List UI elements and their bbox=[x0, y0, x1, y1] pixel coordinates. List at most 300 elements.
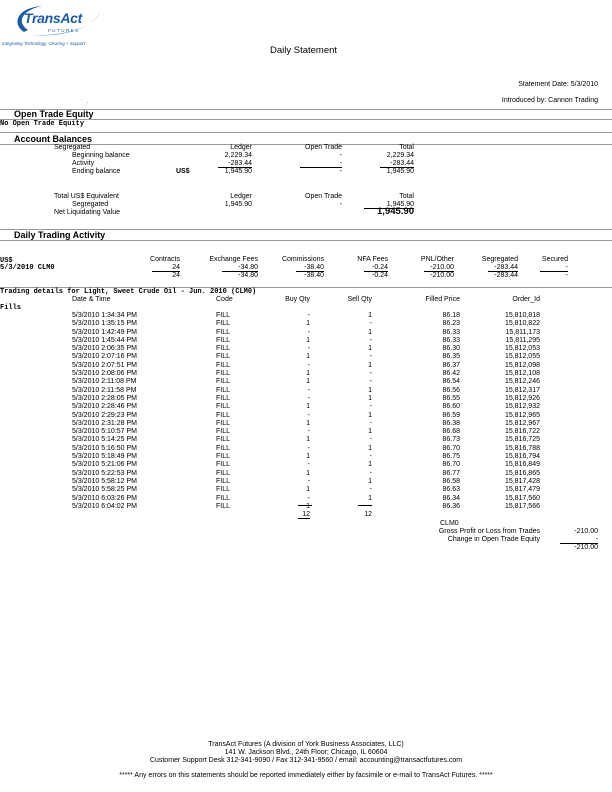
fill-sell-qty: - bbox=[369, 469, 372, 477]
dta-col-contracts: Contracts bbox=[150, 256, 180, 263]
dta-col-secured: Secured bbox=[541, 256, 568, 263]
fill-sell-qty: - bbox=[369, 336, 372, 344]
fill-price: 86.60 bbox=[442, 403, 460, 411]
fill-buy-qty: 1 bbox=[306, 436, 310, 444]
fill-sell-qty: 1 bbox=[368, 328, 372, 336]
fill-datetime: 5/3/2010 1:45:44 PM bbox=[72, 336, 137, 344]
dta-total-secured: - bbox=[565, 272, 568, 279]
nlv-value: 1,945.90 bbox=[377, 206, 414, 217]
statement-date: Statement Date: 5/3/2010 bbox=[518, 81, 598, 88]
fill-order-id: 15,812,965 bbox=[504, 411, 540, 419]
col-open-trade: Open Trade bbox=[305, 193, 342, 200]
fill-tail bbox=[540, 478, 612, 486]
logo-title: TransAct bbox=[24, 10, 83, 26]
fill-price: 86.36 bbox=[442, 502, 460, 510]
fill-buy-qty: - bbox=[307, 428, 310, 436]
fill-datetime: 5/3/2010 5:22:53 PM bbox=[72, 469, 137, 477]
balance-row-label: Activity bbox=[72, 160, 95, 167]
fill-order-id: 15,816,865 bbox=[504, 469, 540, 477]
fill-price: 86.42 bbox=[442, 370, 460, 378]
page-title: Daily Statement bbox=[270, 45, 338, 56]
fill-row bbox=[0, 428, 612, 436]
fill-code: FILL bbox=[216, 502, 231, 510]
fill-datetime: 5/3/2010 2:11:08 PM bbox=[72, 378, 137, 386]
fill-order-id: 15,812,055 bbox=[504, 353, 540, 361]
dta-col-exchange-fees: Exchange Fees bbox=[209, 256, 258, 263]
equiv-total: 1,945.90 bbox=[364, 201, 414, 209]
fill-code: FILL bbox=[216, 461, 231, 469]
fill-order-id: 15,812,053 bbox=[504, 345, 540, 353]
fill-datetime: 5/3/2010 1:34:34 PM bbox=[72, 312, 137, 319]
dta-total-segregated: -283.44 bbox=[494, 272, 518, 279]
fill-code: FILL bbox=[216, 386, 231, 394]
fill-indent bbox=[0, 445, 72, 453]
fill-tail bbox=[540, 412, 612, 420]
fill-tail bbox=[540, 395, 612, 403]
footer-company: TransAct Futures (A division of York Business Associates, LLC) bbox=[208, 741, 404, 748]
fill-indent bbox=[0, 436, 72, 444]
fill-row bbox=[0, 370, 612, 378]
fill-datetime: 5/3/2010 5:16:50 PM bbox=[72, 444, 137, 452]
fill-datetime: 5/3/2010 2:29:23 PM bbox=[72, 411, 137, 419]
fill-code: FILL bbox=[216, 361, 231, 369]
fill-buy-qty: - bbox=[307, 312, 310, 319]
col-total: Total bbox=[399, 193, 414, 200]
fill-buy-qty: 1 bbox=[306, 378, 310, 386]
fill-order-id: 15,816,722 bbox=[504, 428, 540, 436]
balance-row-label: Ending balance bbox=[72, 168, 121, 175]
fill-order-id: 15,810,822 bbox=[504, 320, 540, 328]
fill-indent bbox=[0, 345, 72, 353]
fills-col-order-id: Order_Id bbox=[512, 296, 540, 303]
footer-notice: ***** Any errors on this statements should be reported immediately either by facsimile or e-mail to TransAct Futures. ***** bbox=[119, 772, 493, 779]
footer-contact: Customer Support Desk 312-341-9090 / Fax 312-341-9560 / email: accounting@transactfutures.com bbox=[149, 757, 463, 764]
col-total: Total bbox=[399, 144, 414, 151]
fill-sell-qty: 1 bbox=[368, 312, 372, 319]
fill-row bbox=[0, 486, 612, 494]
fill-indent bbox=[0, 412, 72, 420]
fill-sell-qty: - bbox=[369, 320, 372, 328]
fills-col-price: Filled Price bbox=[425, 296, 460, 303]
fill-tail bbox=[540, 362, 612, 370]
fill-price: 86.58 bbox=[442, 477, 460, 485]
dta-total-contracts: 24 bbox=[172, 272, 180, 279]
fill-code: FILL bbox=[216, 370, 231, 378]
net-value: -210.00 bbox=[574, 544, 598, 551]
fill-row bbox=[0, 461, 612, 469]
fill-buy-qty: - bbox=[307, 411, 310, 419]
gross-value: -210.00 bbox=[574, 528, 598, 535]
segregated-label: Segregated bbox=[54, 144, 91, 151]
fill-price: 86.33 bbox=[442, 336, 460, 344]
fill-code: FILL bbox=[216, 486, 231, 494]
fill-code: FILL bbox=[216, 411, 231, 419]
fill-indent bbox=[0, 370, 72, 378]
dta-col-pnl-other: PNL/Other bbox=[420, 256, 454, 263]
fill-buy-qty: - bbox=[307, 345, 310, 353]
fill-indent bbox=[0, 461, 72, 469]
equiv-open: - bbox=[339, 201, 342, 208]
change-value: - bbox=[560, 536, 598, 544]
balance-row-open: - bbox=[339, 168, 342, 175]
balance-row-label: Beginning balance bbox=[72, 152, 130, 159]
balance-row-ledger: 2,229.34 bbox=[224, 152, 252, 159]
fill-price: 86.33 bbox=[442, 328, 460, 336]
balance-row-ledger: -283.44 bbox=[218, 160, 252, 168]
fills-sell-total: 12 bbox=[364, 511, 372, 518]
fill-sell-qty: 1 bbox=[368, 494, 372, 502]
fill-indent bbox=[0, 378, 72, 386]
balance-row-ledger: 1,945.90 bbox=[224, 168, 252, 175]
fill-order-id: 15,811,295 bbox=[505, 336, 540, 344]
fill-code: FILL bbox=[216, 477, 231, 485]
change-label: Change in Open Trade Equity bbox=[447, 536, 540, 543]
fill-datetime: 5/3/2010 1:35:15 PM bbox=[72, 320, 137, 328]
balance-row-total: 1,945.90 bbox=[386, 168, 414, 175]
fill-order-id: 15,812,317 bbox=[504, 386, 540, 394]
fill-price: 86.68 bbox=[442, 428, 460, 436]
fill-row bbox=[0, 453, 612, 461]
fill-indent bbox=[0, 312, 72, 320]
footer-address: 141 W. Jackson Blvd., 24th Floor; Chicago, IL 60604 bbox=[224, 749, 388, 756]
fill-order-id: 15,816,794 bbox=[504, 453, 540, 461]
fill-row bbox=[0, 420, 612, 428]
fill-price: 86.59 bbox=[442, 411, 460, 419]
fill-sell-qty: 1 bbox=[368, 444, 372, 452]
fills-col-buy: Buy Qty bbox=[285, 296, 310, 303]
logo-subtitle: FUTURES bbox=[48, 28, 80, 33]
dta-exchange-fees: -34.80 bbox=[222, 264, 258, 272]
fill-price: 86.18 bbox=[442, 312, 460, 319]
fills-col-sell: Sell Qty bbox=[347, 296, 372, 303]
balance-row-total: -283.44 bbox=[380, 160, 414, 168]
col-open-trade: Open Trade bbox=[305, 144, 342, 151]
fill-indent bbox=[0, 486, 72, 494]
fill-datetime: 5/3/2010 5:58:25 PM bbox=[72, 486, 137, 494]
fill-sell-qty: - bbox=[369, 486, 372, 494]
divider bbox=[0, 119, 612, 120]
dta-segregated: -283.44 bbox=[488, 264, 518, 272]
fill-indent bbox=[0, 387, 72, 395]
dta-total-commissions: -38.40 bbox=[304, 272, 324, 279]
fill-datetime: 5/3/2010 2:07:16 PM bbox=[72, 353, 137, 361]
fill-price: 86.37 bbox=[442, 361, 460, 369]
fill-sell-qty: 1 bbox=[368, 411, 372, 419]
fills-buy-total: 12 bbox=[298, 511, 310, 519]
fill-sell-qty: 1 bbox=[368, 394, 372, 402]
fill-indent bbox=[0, 453, 72, 461]
trading-details-heading: Trading details for Light, Sweet Crude Oil - Jun. 2010 (CLM0) bbox=[0, 288, 257, 296]
fill-datetime: 5/3/2010 1:42:49 PM bbox=[72, 328, 137, 336]
fill-code: FILL bbox=[216, 394, 231, 402]
fill-price: 86.70 bbox=[442, 444, 460, 452]
fill-row bbox=[0, 395, 612, 403]
fill-tail bbox=[540, 470, 612, 478]
fill-row bbox=[0, 320, 612, 328]
fill-indent bbox=[0, 495, 72, 503]
fill-price: 86.77 bbox=[442, 469, 460, 477]
fill-buy-qty: - bbox=[307, 477, 310, 485]
fill-datetime: 5/3/2010 2:28:46 PM bbox=[72, 403, 137, 411]
dta-nfa-fees: -0.24 bbox=[364, 264, 388, 272]
col-ledger: Ledger bbox=[230, 144, 252, 151]
fill-indent bbox=[0, 503, 72, 511]
dta-col-nfa-fees: NFA Fees bbox=[357, 256, 388, 263]
fills-label: Fills bbox=[0, 304, 22, 312]
divider bbox=[0, 240, 612, 241]
dta-pnl-other: -210.00 bbox=[424, 264, 454, 272]
buy-total-rule bbox=[298, 505, 312, 506]
fill-tail bbox=[540, 337, 612, 345]
fill-order-id: 15,817,566 bbox=[504, 502, 540, 510]
fill-price: 86.56 bbox=[442, 386, 460, 394]
fill-tail bbox=[540, 387, 612, 395]
fill-datetime: 5/3/2010 6:04:02 PM bbox=[72, 502, 137, 510]
fill-datetime: 5/3/2010 2:07:51 PM bbox=[72, 361, 137, 369]
account-balances-heading: Account Balances bbox=[14, 134, 93, 144]
fill-buy-qty: 1 bbox=[306, 336, 310, 344]
fill-buy-qty: 1 bbox=[306, 419, 310, 427]
fill-buy-qty: 1 bbox=[306, 353, 310, 361]
fill-buy-qty: 1 bbox=[306, 370, 310, 378]
dta-col-commissions: Commissions bbox=[281, 256, 324, 263]
fill-indent bbox=[0, 362, 72, 370]
fill-datetime: 5/3/2010 5:10:57 PM bbox=[72, 428, 137, 436]
col-ledger: Ledger bbox=[230, 193, 252, 200]
fill-tail bbox=[540, 403, 612, 411]
dta-currency: US$ bbox=[0, 257, 13, 265]
fill-tail bbox=[540, 320, 612, 328]
fill-code: FILL bbox=[216, 444, 231, 452]
fill-row bbox=[0, 345, 612, 353]
separator-dot: . bbox=[87, 99, 89, 105]
fill-code: FILL bbox=[216, 378, 231, 386]
fill-buy-qty: 1 bbox=[306, 486, 310, 494]
fill-row bbox=[0, 478, 612, 486]
fill-code: FILL bbox=[216, 453, 231, 461]
fill-code: FILL bbox=[216, 403, 231, 411]
fill-buy-qty: - bbox=[307, 494, 310, 502]
fill-datetime: 5/3/2010 5:14:25 PM bbox=[72, 436, 137, 444]
fill-sell-qty: 1 bbox=[368, 461, 372, 469]
fill-order-id: 15,817,428 bbox=[504, 477, 540, 485]
fill-buy-qty: - bbox=[307, 386, 310, 394]
fill-tail bbox=[540, 420, 612, 428]
dta-commissions: -38.40 bbox=[296, 264, 324, 272]
fill-sell-qty: 1 bbox=[368, 361, 372, 369]
fill-indent bbox=[0, 329, 72, 337]
dta-contracts: 24 bbox=[152, 264, 180, 272]
fill-row bbox=[0, 329, 612, 337]
dta-total-pnl-other: -210.00 bbox=[430, 272, 454, 279]
fill-tail bbox=[540, 353, 612, 361]
balance-row-open: - bbox=[300, 160, 342, 168]
fill-sell-qty: 1 bbox=[368, 345, 372, 353]
fill-code: FILL bbox=[216, 494, 231, 502]
fill-price: 86.34 bbox=[442, 494, 460, 502]
fill-price: 86.75 bbox=[442, 453, 460, 461]
dta-total-nfa-fees: -0.24 bbox=[372, 272, 388, 279]
fill-code: FILL bbox=[216, 428, 231, 436]
fill-row bbox=[0, 337, 612, 345]
fill-row bbox=[0, 387, 612, 395]
fill-buy-qty: - bbox=[307, 361, 310, 369]
fill-price: 86.55 bbox=[442, 394, 460, 402]
fill-row bbox=[0, 470, 612, 478]
fill-order-id: 15,812,098 bbox=[504, 361, 540, 369]
logo-tagline: Integrating Technology, Clearing + Support bbox=[2, 41, 86, 46]
fill-sell-qty: - bbox=[369, 370, 372, 378]
daily-trading-heading: Daily Trading Activity bbox=[14, 230, 106, 240]
fill-row bbox=[0, 495, 612, 503]
fill-indent bbox=[0, 337, 72, 345]
currency-label: US$ bbox=[176, 168, 190, 175]
fill-indent bbox=[0, 420, 72, 428]
dta-row-label: 5/3/2010 CLM0 bbox=[0, 264, 55, 272]
fill-datetime: 5/3/2010 2:08:06 PM bbox=[72, 370, 137, 378]
equiv-label: Total US$ Equivalent bbox=[54, 193, 119, 200]
fill-sell-qty: 1 bbox=[368, 477, 372, 485]
fill-sell-qty: - bbox=[369, 419, 372, 427]
fills-table bbox=[0, 312, 612, 511]
fill-order-id: 15,811,173 bbox=[505, 328, 540, 336]
balance-row-total: 2,229.34 bbox=[386, 152, 414, 159]
nlv-label: Net Liquidating Value bbox=[54, 209, 121, 216]
fill-row bbox=[0, 312, 612, 320]
fill-tail bbox=[540, 370, 612, 378]
fill-indent bbox=[0, 353, 72, 361]
fill-row bbox=[0, 403, 612, 411]
fill-buy-qty: 1 bbox=[306, 403, 310, 411]
fill-tail bbox=[540, 329, 612, 337]
fill-row bbox=[0, 436, 612, 444]
fill-row bbox=[0, 412, 612, 420]
introduced-by: Introduced by: Cannon Trading bbox=[501, 97, 598, 104]
fill-datetime: 5/3/2010 5:21:06 PM bbox=[72, 461, 137, 469]
fill-datetime: 5/3/2010 2:06:35 PM bbox=[72, 345, 137, 353]
fill-datetime: 5/3/2010 5:58:12 PM bbox=[72, 477, 137, 485]
fill-indent bbox=[0, 478, 72, 486]
fill-row bbox=[0, 378, 612, 386]
fill-price: 86.54 bbox=[442, 378, 460, 386]
fill-sell-qty: 1 bbox=[368, 428, 372, 436]
fill-tail bbox=[540, 495, 612, 503]
fill-order-id: 15,816,725 bbox=[504, 436, 540, 444]
fill-code: FILL bbox=[216, 336, 231, 344]
fill-buy-qty: 1 bbox=[306, 320, 310, 328]
fill-price: 86.35 bbox=[442, 353, 460, 361]
gross-label: Gross Profit or Loss from Trades bbox=[438, 528, 540, 535]
fill-indent bbox=[0, 395, 72, 403]
dta-col-segregated: Segregated bbox=[481, 256, 518, 263]
fill-code: FILL bbox=[216, 312, 231, 319]
fill-datetime: 5/3/2010 6:03:26 PM bbox=[72, 494, 137, 502]
fill-price: 86.23 bbox=[442, 320, 460, 328]
fill-datetime: 5/3/2010 2:11:58 PM bbox=[72, 386, 137, 394]
fill-order-id: 15,817,479 bbox=[504, 486, 540, 494]
fill-tail bbox=[540, 461, 612, 469]
company-logo bbox=[2, 2, 106, 48]
fill-order-id: 15,812,108 bbox=[504, 370, 540, 378]
fill-tail bbox=[540, 503, 612, 511]
no-open-trade-text: No Open Trade Equity bbox=[0, 120, 85, 128]
fill-order-id: 15,816,849 bbox=[504, 461, 540, 469]
fill-buy-qty: - bbox=[307, 444, 310, 452]
fill-order-id: 15,816,788 bbox=[504, 444, 540, 452]
dta-total-exchange-fees: -34.80 bbox=[238, 272, 258, 279]
fill-price: 86.30 bbox=[442, 345, 460, 353]
fill-order-id: 15,812,932 bbox=[504, 403, 540, 411]
fill-buy-qty: - bbox=[307, 394, 310, 402]
fill-sell-qty: - bbox=[369, 502, 372, 510]
fill-datetime: 5/3/2010 2:28:05 PM bbox=[72, 394, 137, 402]
fill-code: FILL bbox=[216, 320, 231, 328]
fill-code: FILL bbox=[216, 345, 231, 353]
fill-code: FILL bbox=[216, 419, 231, 427]
fill-buy-qty: - bbox=[307, 461, 310, 469]
fill-buy-qty: - bbox=[307, 328, 310, 336]
fill-price: 86.70 bbox=[442, 461, 460, 469]
fill-tail bbox=[540, 378, 612, 386]
fill-indent bbox=[0, 403, 72, 411]
fill-price: 86.73 bbox=[442, 436, 460, 444]
balance-row-open: - bbox=[339, 152, 342, 159]
fill-row bbox=[0, 445, 612, 453]
fill-order-id: 15,817,560 bbox=[504, 494, 540, 502]
fill-order-id: 15,812,967 bbox=[504, 419, 540, 427]
dta-secured: - bbox=[540, 264, 568, 272]
fill-sell-qty: - bbox=[369, 353, 372, 361]
equiv-ledger: 1,945.90 bbox=[224, 201, 252, 208]
open-trade-equity-heading: Open Trade Equity bbox=[14, 109, 94, 119]
fill-buy-qty: 1 bbox=[306, 469, 310, 477]
summary-symbol: CLM0 bbox=[440, 520, 459, 527]
fill-order-id: 15,810,818 bbox=[504, 312, 540, 319]
fill-tail bbox=[540, 428, 612, 436]
fill-tail bbox=[540, 312, 612, 320]
fill-order-id: 15,812,246 bbox=[504, 378, 540, 386]
fill-indent bbox=[0, 428, 72, 436]
fills-col-datetime: Date & Time bbox=[72, 296, 111, 303]
equiv-segregated-label: Segregated bbox=[72, 201, 109, 208]
fill-tail bbox=[540, 436, 612, 444]
sell-total-rule bbox=[358, 505, 372, 506]
fill-sell-qty: - bbox=[369, 453, 372, 461]
fill-datetime: 5/3/2010 5:18:49 PM bbox=[72, 453, 137, 461]
fill-tail bbox=[540, 486, 612, 494]
fill-order-id: 15,812,926 bbox=[504, 394, 540, 402]
fill-tail bbox=[540, 453, 612, 461]
fill-row bbox=[0, 353, 612, 361]
fill-code: FILL bbox=[216, 469, 231, 477]
fills-col-code: Code bbox=[216, 296, 233, 303]
divider bbox=[0, 132, 612, 133]
fill-row bbox=[0, 362, 612, 370]
fill-buy-qty: 1 bbox=[306, 502, 310, 510]
fill-tail bbox=[540, 345, 612, 353]
fill-datetime: 5/3/2010 2:31:28 PM bbox=[72, 419, 137, 427]
fill-sell-qty: - bbox=[369, 378, 372, 386]
fill-sell-qty: 1 bbox=[368, 386, 372, 394]
fill-indent bbox=[0, 470, 72, 478]
fill-price: 86.63 bbox=[442, 486, 460, 494]
fill-code: FILL bbox=[216, 328, 231, 336]
fill-indent bbox=[0, 320, 72, 328]
fill-code: FILL bbox=[216, 353, 231, 361]
fill-sell-qty: - bbox=[369, 436, 372, 444]
fill-code: FILL bbox=[216, 436, 231, 444]
fill-sell-qty: - bbox=[369, 403, 372, 411]
